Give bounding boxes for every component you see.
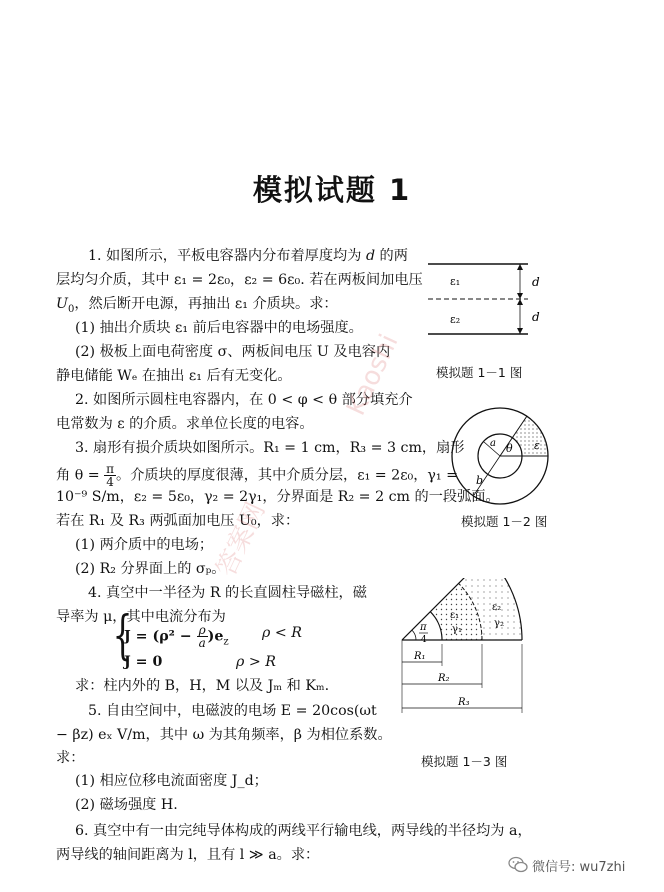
text: U bbox=[56, 296, 68, 312]
text: a bbox=[198, 636, 206, 650]
text: 的两 bbox=[375, 248, 408, 264]
equation-j-inside bbox=[124, 624, 229, 651]
problem-1-line-3 bbox=[56, 295, 338, 319]
d-bottom-label: d bbox=[532, 310, 540, 324]
d-top-label: d bbox=[532, 275, 540, 289]
R3-label: R₃ bbox=[458, 697, 470, 708]
b-label: b bbox=[476, 474, 484, 487]
R2-label: R₂ bbox=[438, 673, 450, 684]
condition-inside: ρ < R bbox=[262, 625, 302, 641]
epsilon-label: ε bbox=[534, 439, 540, 452]
text: ρ bbox=[198, 623, 206, 637]
watermark-1: 答案网 bbox=[211, 497, 272, 582]
fraction-rho-over-a bbox=[197, 624, 208, 649]
gamma2-label: γ₂ bbox=[494, 618, 504, 629]
text: 0 bbox=[67, 303, 75, 315]
a-label: a bbox=[490, 438, 496, 449]
eps2-label: ε₂ bbox=[450, 313, 461, 326]
arrow-head bbox=[517, 264, 523, 270]
problem-3-line-4: 若在 R₁ 及 R₃ 两弧面加电压 U₀，求： bbox=[56, 513, 300, 529]
equation-j-outside: J = 0 bbox=[124, 654, 163, 670]
arrow-head bbox=[517, 328, 523, 334]
problem-2-line-2: 电常数为 ε 的介质。求单位长度的电容。 bbox=[56, 416, 314, 432]
problem-4-line-1: 4. 真空中一半径为 R 的长直圆柱导磁柱，磁 bbox=[88, 585, 367, 601]
problem-6-line-2: 两导线的轴间距离为 l，且有 l ≫ a。求： bbox=[56, 847, 320, 863]
figure-3-diagram bbox=[380, 578, 545, 743]
problem-4-line-2: 导率为 μ，其中电流分布为 bbox=[56, 609, 226, 625]
problem-5-line-5: (2) 磁场强度 H. bbox=[75, 797, 178, 813]
figure-3-caption: 模拟题 1－3 图 bbox=[421, 754, 508, 769]
problem-4-line-3: 求：柱内外的 B，H，M 以及 Jₘ 和 Kₘ. bbox=[75, 678, 330, 694]
wechat-logo-icon bbox=[508, 856, 528, 874]
problem-3-line-5: (1) 两介质中的电场； bbox=[75, 537, 214, 553]
problem-3-line-2 bbox=[56, 463, 458, 488]
arrow-head bbox=[517, 299, 523, 305]
text: 。介质块的厚度很薄，其中介质分层，ε₁ = 2ε₀，γ₁ = bbox=[116, 467, 458, 484]
angle-denominator: 4 bbox=[421, 635, 427, 645]
case-brace: { bbox=[112, 606, 133, 666]
text: 角 θ = bbox=[56, 467, 105, 484]
eps1-label: ε₁ bbox=[450, 275, 461, 288]
problem-5-line-1: 5. 自由空间中，电磁波的电场 E = 20cos(ωt bbox=[88, 703, 377, 719]
problem-3-line-1: 3. 扇形有损介质块如图所示。R₁ = 1 cm，R₃ = 3 cm，扇形 bbox=[75, 440, 465, 456]
fraction-pi-over-4 bbox=[104, 463, 116, 488]
figure-1-caption: 模拟题 1－1 图 bbox=[436, 365, 523, 380]
problem-1-line-4: (1) 抽出介质块 ε₁ 前后电容器中的电场强度。 bbox=[75, 320, 363, 336]
R1-label: R₁ bbox=[414, 651, 426, 662]
problem-3-line-6: (2) R₂ 分界面上的 σₚ。 bbox=[75, 561, 226, 577]
problem-5-line-2: − βz) eₓ V/m，其中 ω 为其角频率，β 为相位系数。 bbox=[56, 727, 392, 743]
theta-label: θ bbox=[506, 442, 513, 455]
text: J = (ρ² − bbox=[124, 628, 197, 645]
text: π bbox=[106, 462, 115, 476]
problem-3-line-3: 10⁻⁹ S/m，ε₂ = 5ε₀，γ₂ = 2γ₁，分界面是 R₂ = 2 cm 的一段弧面。 bbox=[56, 489, 500, 505]
angle-numerator: π bbox=[420, 622, 427, 633]
problem-2-line-1: 2. 如图所示圆柱电容器内，在 0 < φ < θ 部分填充介 bbox=[75, 392, 413, 408]
text: 1. 如图所示，平板电容器内分布着厚度均为 bbox=[88, 248, 366, 264]
text: )e bbox=[207, 628, 224, 645]
problem-1-line-6: 静电储能 Wₑ 在抽出 ε₁ 后有无变化。 bbox=[56, 368, 292, 384]
gamma1-label: γ₁ bbox=[452, 624, 462, 635]
problem-5-line-4: (1) 相应位移电流面密度 J_d； bbox=[75, 773, 268, 789]
arrow-head bbox=[517, 293, 523, 299]
problem-1-line-2: 层均匀介质，其中 ε₁ = 2ε₀，ε₂ = 6ε₀. 若在两板间加电压 bbox=[56, 272, 423, 288]
figure-2-diagram bbox=[444, 404, 564, 512]
problem-6-line-1: 6. 真空中有一由完纯导体构成的两线平行输电线，两导线的半径均为 a， bbox=[75, 823, 532, 839]
page-title: 模拟试题 1 bbox=[252, 173, 412, 207]
wechat-id: 微信号: wu7zhi bbox=[532, 859, 626, 875]
watermark-2: Kaoshi bbox=[341, 329, 405, 421]
text: ，然后断开电源，再抽出 ε₁ 介质块。求： bbox=[74, 296, 338, 312]
figure-2-caption: 模拟题 1－2 图 bbox=[461, 514, 548, 529]
condition-outside: ρ > R bbox=[236, 654, 276, 670]
problem-1-line-5: (2) 极板上面电荷密度 σ、两板间电压 U 及电容内 bbox=[75, 344, 391, 360]
eps1-label: ε₁ bbox=[450, 610, 460, 621]
wechat-watermark bbox=[508, 852, 658, 878]
text: d bbox=[365, 248, 376, 264]
problem-1-line-1 bbox=[88, 247, 408, 265]
problem-5-line-3: 求： bbox=[56, 750, 85, 766]
figure-1-diagram bbox=[420, 258, 560, 343]
eps2-label: ε₂ bbox=[492, 602, 502, 613]
angle-arc bbox=[412, 630, 416, 640]
text: z bbox=[223, 636, 229, 648]
text: 4 bbox=[106, 475, 114, 489]
